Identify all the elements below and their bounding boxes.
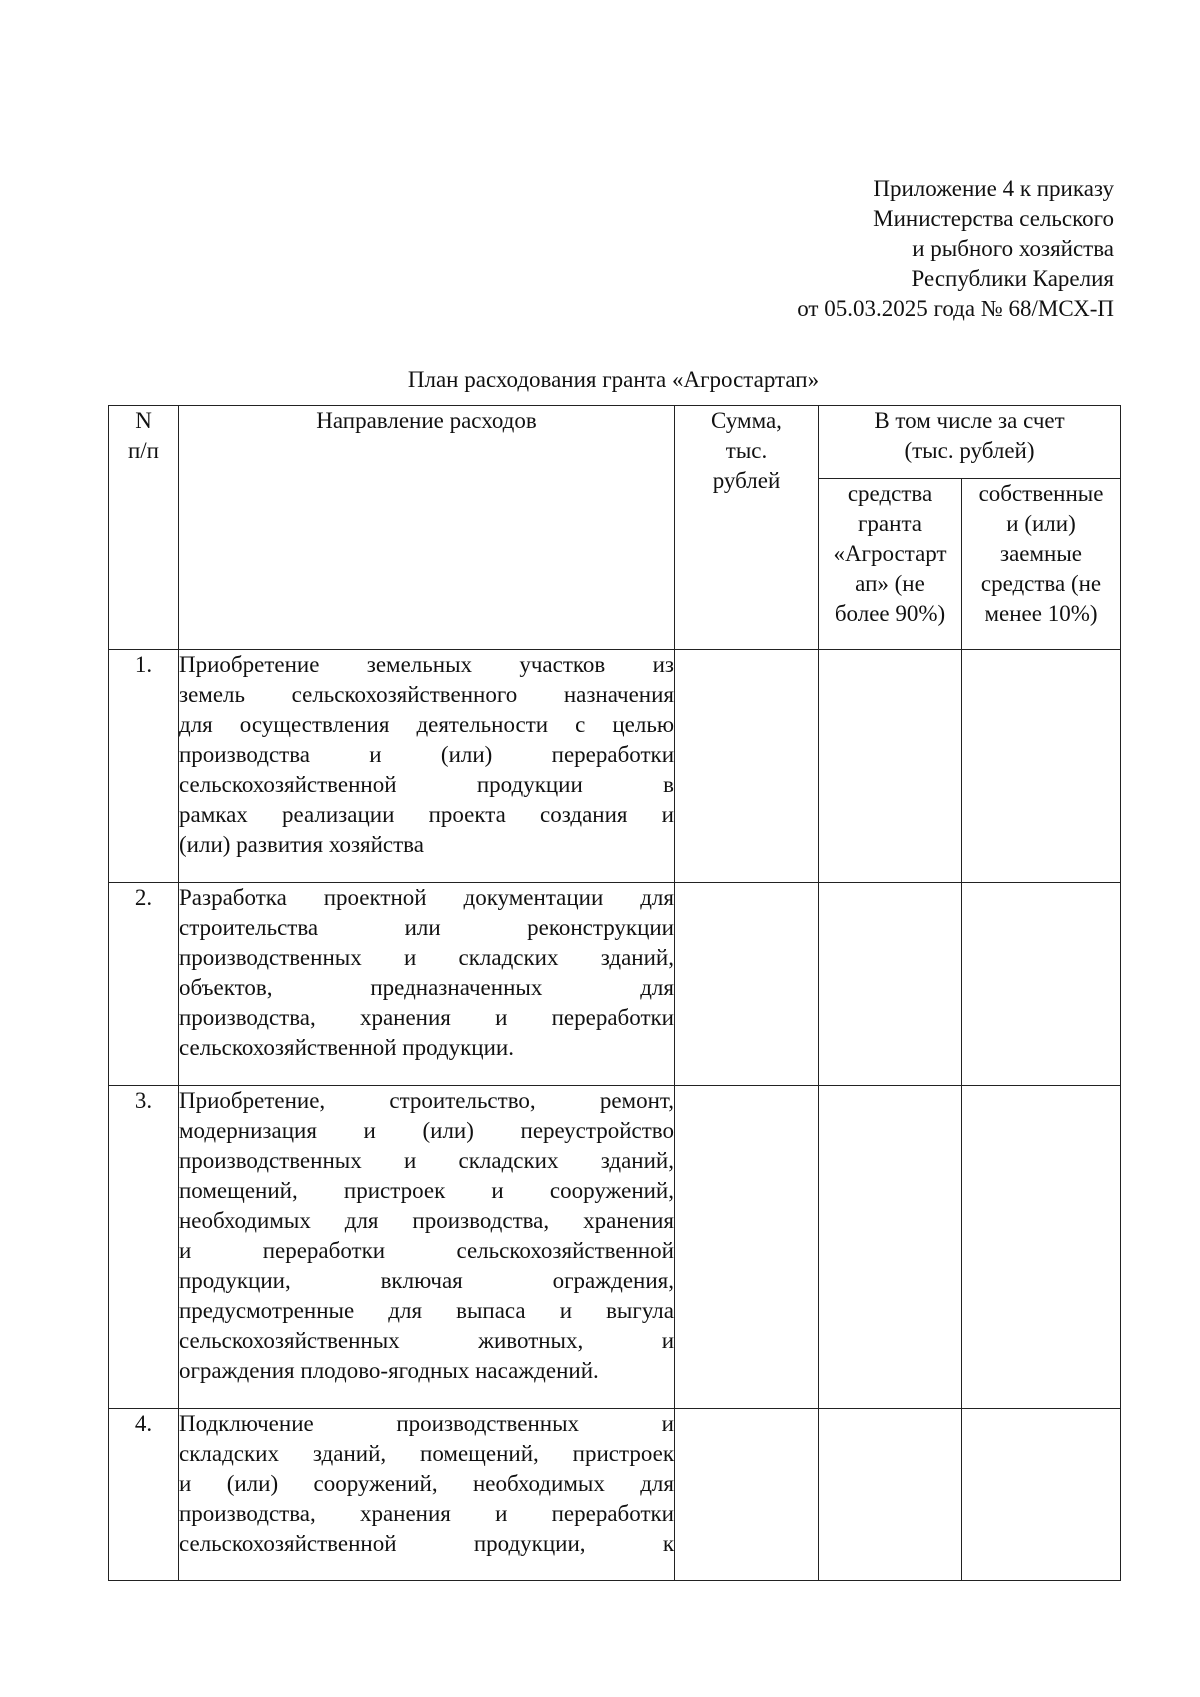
header-cell-grant-funds [819, 478, 962, 649]
description-line: складских зданий, помещений, пристроек [179, 1441, 674, 1466]
table-row [109, 1409, 1121, 1581]
description-line: объектов, предназначенных для [179, 975, 674, 1000]
header-cell-sum [675, 406, 819, 650]
header-text: более 90%) [834, 600, 946, 626]
own-funds-cell [962, 650, 1121, 883]
description-line: ограждения плодово-ягодных насаждений. [179, 1358, 599, 1383]
header-text: «Агростарт [833, 540, 947, 566]
table-row [109, 650, 1121, 883]
description-line: Подключение производственных и [179, 1411, 674, 1436]
sum-cell [675, 650, 819, 883]
own-funds-cell [962, 1409, 1121, 1581]
expense-direction [179, 883, 675, 1086]
appendix-header-line: и рыбного хозяйства [912, 236, 1114, 261]
appendix-header-line: Приложение 4 к приказу [873, 176, 1114, 201]
header-cell-own-funds [962, 478, 1121, 649]
header-text: менее 10%) [984, 600, 1098, 626]
appendix-header [797, 174, 1114, 324]
row-number: 4. [109, 1409, 179, 1581]
header-text: Сумма, [711, 408, 782, 433]
header-text: тыс. [725, 438, 768, 463]
header-text: В том числе за счет [874, 408, 1065, 433]
table-row [109, 883, 1121, 1086]
grant-funds-cell [819, 650, 962, 883]
header-cell-sources [819, 406, 1121, 479]
header-cell-number [109, 406, 179, 650]
description-line: сельскохозяйственной продукции в [179, 772, 674, 797]
row-number: 1. [109, 650, 179, 883]
header-text: заемные [999, 540, 1083, 566]
description-line: производства, хранения и переработки [179, 1005, 674, 1030]
appendix-header-line: от 05.03.2025 года № 68/МСХ-П [797, 296, 1114, 321]
sum-cell [675, 883, 819, 1086]
description-line: продукции, включая ограждения, [179, 1268, 674, 1293]
description-line: необходимых для производства, хранения [179, 1208, 674, 1233]
description-line: (или) развития хозяйства [179, 832, 424, 857]
header-text: п/п [127, 438, 159, 463]
description-line: производства и (или) переработки [179, 742, 674, 767]
description-line: и переработки сельскохозяйственной [179, 1238, 674, 1263]
description-line: строительства или реконструкции [179, 915, 674, 940]
description-line: сельскохозяйственной продукции. [179, 1035, 514, 1060]
description-line: помещений, пристроек и сооружений, [179, 1178, 674, 1203]
description-line: Приобретение, строительство, ремонт, [179, 1088, 674, 1113]
expense-plan-table [108, 405, 1121, 1581]
description-line: рамках реализации проекта создания и [179, 802, 674, 827]
grant-funds-cell [819, 1409, 962, 1581]
own-funds-cell [962, 1086, 1121, 1409]
header-text: рублей [712, 468, 781, 493]
description-line: и (или) сооружений, необходимых для [179, 1471, 674, 1496]
table-row [109, 1086, 1121, 1409]
description-line: производственных и складских зданий, [179, 945, 674, 970]
description-line: модернизация и (или) переустройство [179, 1118, 674, 1143]
document-title: План расходования гранта «Агростартап» [407, 367, 820, 392]
description-line: сельскохозяйственных животных, и [179, 1328, 674, 1353]
header-text: Направление расходов [316, 408, 537, 433]
description-line: для осуществления деятельности с целью [179, 712, 674, 737]
row-number: 2. [109, 883, 179, 1086]
sum-cell [675, 1409, 819, 1581]
header-text: и (или) [1006, 510, 1076, 536]
description-line: производства, хранения и переработки [179, 1501, 674, 1526]
description-line: земель сельскохозяйственного назначения [179, 682, 674, 707]
header-text: гранта [858, 510, 922, 536]
grant-funds-cell [819, 1086, 962, 1409]
appendix-header-line: Республики Карелия [911, 266, 1114, 291]
header-text: собственные [978, 480, 1104, 506]
header-text: ап» (не [855, 570, 925, 596]
own-funds-cell [962, 883, 1121, 1086]
description-line: производственных и складских зданий, [179, 1148, 674, 1173]
header-text: средства [847, 480, 933, 506]
appendix-header-line: Министерства сельского [873, 206, 1114, 231]
grant-funds-cell [819, 883, 962, 1086]
header-cell-direction [179, 406, 675, 650]
description-line: предусмотренные для выпаса и выгула [179, 1298, 674, 1323]
row-number: 3. [109, 1086, 179, 1409]
sum-cell [675, 1086, 819, 1409]
expense-direction [179, 1409, 675, 1581]
description-line: Разработка проектной документации для [179, 885, 674, 910]
expense-direction [179, 1086, 675, 1409]
description-line: сельскохозяйственной продукции, к [179, 1531, 674, 1556]
header-text: средства (не [980, 570, 1102, 596]
expense-direction [179, 650, 675, 883]
description-line: Приобретение земельных участков из [179, 652, 674, 677]
header-text: N [135, 408, 152, 433]
header-text: (тыс. рублей) [904, 438, 1035, 463]
